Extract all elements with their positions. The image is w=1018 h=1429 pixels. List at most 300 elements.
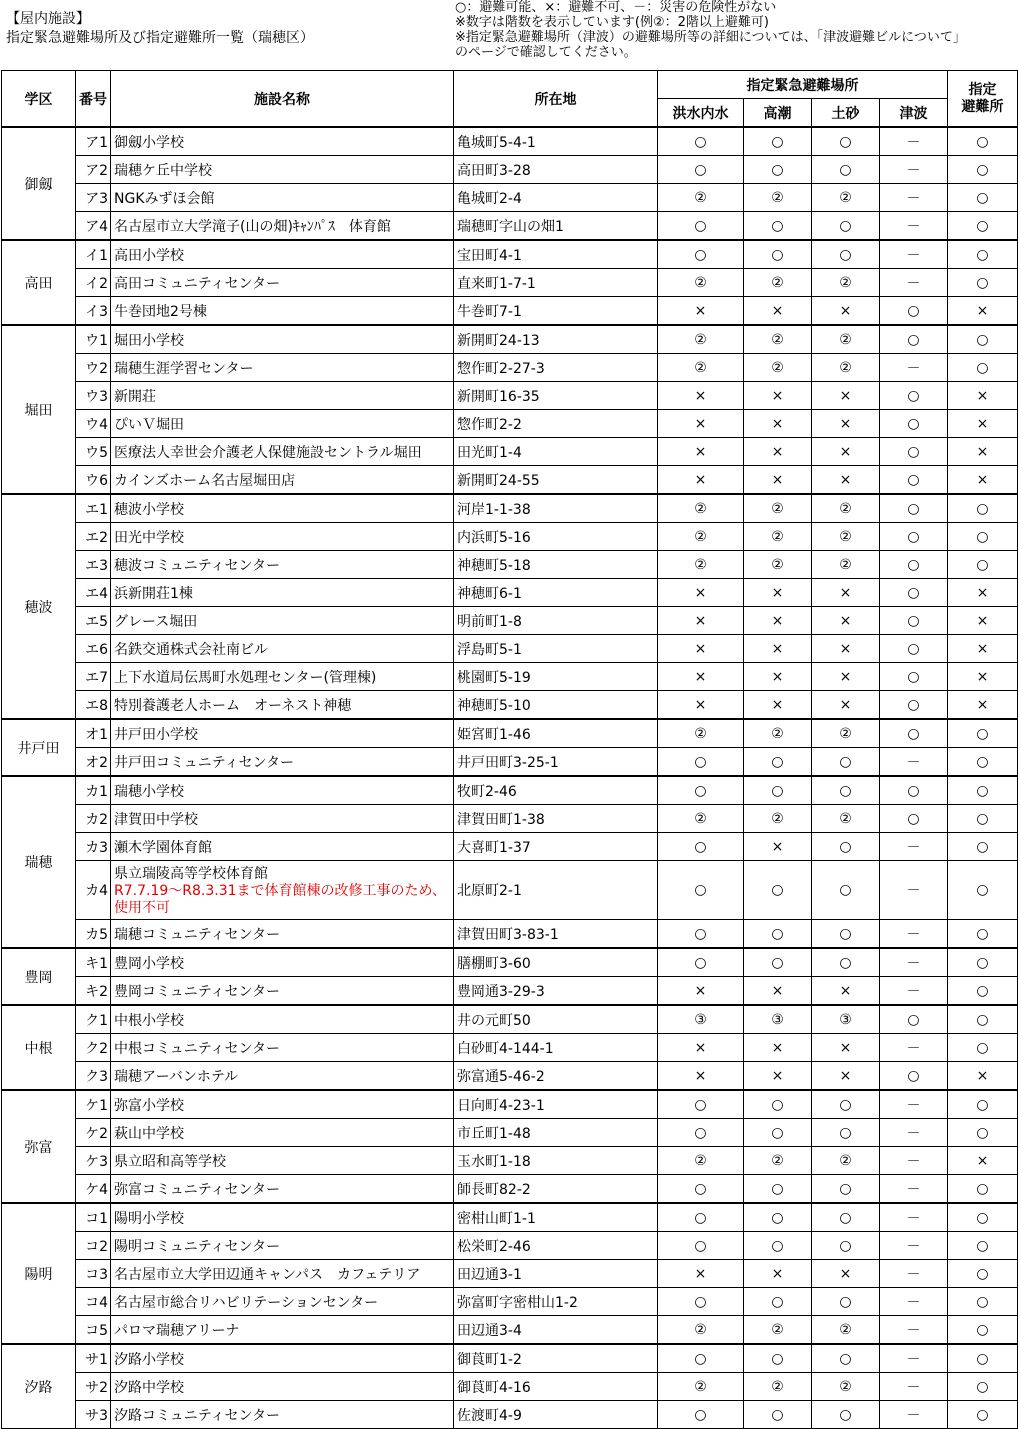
landslide-mark: ② — [812, 494, 880, 523]
shelter-mark: ○ — [948, 325, 1018, 354]
district-cell: 御劔 — [2, 127, 76, 240]
facility-name-cell: カインズホーム名古屋堀田店 — [111, 466, 454, 495]
header-address: 所在地 — [454, 71, 658, 128]
tsunami-mark: － — [880, 269, 948, 297]
shelter-mark: × — [948, 1147, 1018, 1175]
flood-mark: × — [658, 607, 744, 635]
tide-mark: ② — [744, 1373, 812, 1401]
facility-address: 惣作町2-2 — [454, 410, 658, 438]
landslide-mark: ○ — [812, 212, 880, 241]
flood-mark: ○ — [658, 1288, 744, 1316]
table-row — [2, 1203, 1018, 1232]
table-row — [2, 1175, 1018, 1204]
tsunami-mark: ○ — [880, 494, 948, 523]
table-row — [2, 1034, 1018, 1062]
table-row — [2, 494, 1018, 523]
facility-number: イ3 — [76, 297, 111, 326]
tsunami-mark: ○ — [880, 1005, 948, 1034]
tsunami-mark: ○ — [880, 719, 948, 748]
facility-name-cell: 瀬木学園体育館 — [111, 833, 454, 861]
tide-mark: ② — [744, 1147, 812, 1175]
tide-mark: ○ — [744, 1232, 812, 1260]
facility-name-cell: 名古屋市立大学田辺通キャンパス カフェテリア — [111, 1260, 454, 1288]
flood-mark: ○ — [658, 776, 744, 805]
flood-mark: ② — [658, 551, 744, 579]
shelter-mark: ○ — [948, 1034, 1018, 1062]
shelter-mark: ○ — [948, 1288, 1018, 1316]
facility-name-cell: パロマ瑞穂アリーナ — [111, 1316, 454, 1345]
tide-mark: ○ — [744, 920, 812, 949]
facility-number: カ2 — [76, 805, 111, 833]
shelter-mark: ○ — [948, 1119, 1018, 1147]
shelter-mark: ○ — [948, 1316, 1018, 1345]
facility-address: 瑞穂町字山の畑1 — [454, 212, 658, 241]
tide-mark: ② — [744, 354, 812, 382]
facility-name-cell: NGKみずほ会館 — [111, 184, 454, 212]
flood-mark: ○ — [658, 1401, 744, 1429]
landslide-mark: ○ — [812, 776, 880, 805]
landslide-mark: ② — [812, 805, 880, 833]
flood-mark: ○ — [658, 948, 744, 977]
facility-name-cell: 特別養護老人ホーム オーネスト神穂 — [111, 691, 454, 720]
legend-note: ※数字は階数を表示しています(例②：2階以上避難可) — [455, 15, 769, 30]
tide-mark: ○ — [744, 1090, 812, 1119]
landslide-mark: × — [812, 410, 880, 438]
tide-mark: × — [744, 438, 812, 466]
shelter-mark: × — [948, 410, 1018, 438]
landslide-mark: ② — [812, 269, 880, 297]
shelter-mark: ○ — [948, 719, 1018, 748]
shelter-mark: ○ — [948, 1005, 1018, 1034]
table-row — [2, 1373, 1018, 1401]
landslide-mark: ② — [812, 1316, 880, 1345]
tsunami-mark: － — [880, 212, 948, 241]
facility-number: ケ2 — [76, 1119, 111, 1147]
landslide-mark: × — [812, 382, 880, 410]
shelter-mark: × — [948, 635, 1018, 663]
tsunami-mark: ○ — [880, 579, 948, 607]
landslide-mark: ○ — [812, 1232, 880, 1260]
tsunami-mark: ○ — [880, 382, 948, 410]
tsunami-mark: － — [880, 1316, 948, 1345]
facility-address: 神穂町6-1 — [454, 579, 658, 607]
header-flood: 洪水内水 — [658, 99, 744, 128]
facility-address: 高田町3-28 — [454, 156, 658, 184]
landslide-mark: ○ — [812, 861, 880, 920]
flood-mark: × — [658, 635, 744, 663]
shelter-mark: ○ — [948, 269, 1018, 297]
facility-number: ウ1 — [76, 325, 111, 354]
landslide-mark: ② — [812, 184, 880, 212]
tide-mark: × — [744, 833, 812, 861]
facility-number: ケ3 — [76, 1147, 111, 1175]
landslide-mark: ○ — [812, 948, 880, 977]
facility-name-cell: 瑞穂アーバンホテル — [111, 1062, 454, 1091]
flood-mark: ② — [658, 184, 744, 212]
flood-mark: ② — [658, 354, 744, 382]
flood-mark: ② — [658, 1316, 744, 1345]
flood-mark: ○ — [658, 833, 744, 861]
tide-mark: × — [744, 691, 812, 720]
facility-address: 市丘町1-48 — [454, 1119, 658, 1147]
tsunami-mark: － — [880, 1119, 948, 1147]
table-row — [2, 438, 1018, 466]
tide-mark: ② — [744, 719, 812, 748]
facility-number: エ3 — [76, 551, 111, 579]
tide-mark: ○ — [744, 748, 812, 777]
facility-address: 師長町82-2 — [454, 1175, 658, 1204]
tide-mark: ○ — [744, 240, 812, 269]
flood-mark: × — [658, 977, 744, 1006]
landslide-mark: ○ — [812, 1401, 880, 1429]
table-row — [2, 1147, 1018, 1175]
tsunami-mark: － — [880, 1090, 948, 1119]
facility-address: 牛巻町7-1 — [454, 297, 658, 326]
table-row — [2, 212, 1018, 241]
table-row — [2, 861, 1018, 920]
tsunami-mark: ○ — [880, 776, 948, 805]
tsunami-mark: ○ — [880, 410, 948, 438]
facility-address: 桃園町5-19 — [454, 663, 658, 691]
tsunami-mark: － — [880, 354, 948, 382]
facility-name-cell: 新開荘 — [111, 382, 454, 410]
facility-name-cell: 御劔小学校 — [111, 127, 454, 156]
tsunami-mark: － — [880, 240, 948, 269]
tide-mark: ○ — [744, 1175, 812, 1204]
tide-mark: ○ — [744, 948, 812, 977]
facility-number: サ3 — [76, 1401, 111, 1429]
landslide-mark: ○ — [812, 1119, 880, 1147]
district-cell: 汐路 — [2, 1344, 76, 1429]
table-row — [2, 156, 1018, 184]
facility-number: エ6 — [76, 635, 111, 663]
tsunami-mark: ○ — [880, 1062, 948, 1091]
table-row — [2, 410, 1018, 438]
facility-address: 田辺通3-1 — [454, 1260, 658, 1288]
facility-name-cell: 穂波コミュニティセンター — [111, 551, 454, 579]
facility-address: 牧町2-46 — [454, 776, 658, 805]
tsunami-mark: － — [880, 977, 948, 1006]
tsunami-mark: ○ — [880, 607, 948, 635]
table-row — [2, 1316, 1018, 1345]
tide-mark: ○ — [744, 127, 812, 156]
flood-mark: ② — [658, 1147, 744, 1175]
tide-mark: ② — [744, 494, 812, 523]
tsunami-mark: － — [880, 920, 948, 949]
shelter-mark: ○ — [948, 240, 1018, 269]
landslide-mark: ② — [812, 354, 880, 382]
tide-mark: × — [744, 607, 812, 635]
tide-mark: ○ — [744, 1401, 812, 1429]
facility-address: 明前町1-8 — [454, 607, 658, 635]
table-row — [2, 748, 1018, 777]
landslide-mark: ○ — [812, 1090, 880, 1119]
facility-name-cell: 弥富小学校 — [111, 1090, 454, 1119]
facility-name-cell: 高田小学校 — [111, 240, 454, 269]
shelter-mark: ○ — [948, 1232, 1018, 1260]
facility-address: 神穂町5-10 — [454, 691, 658, 720]
shelter-mark: ○ — [948, 354, 1018, 382]
facility-address: 宝田町4-1 — [454, 240, 658, 269]
shelter-mark: ○ — [948, 1090, 1018, 1119]
tsunami-mark: － — [880, 748, 948, 777]
legend-note: ○：避難可能、×：避難不可、－：災害の危険性がない — [455, 0, 777, 15]
facility-number: ク3 — [76, 1062, 111, 1091]
facility-number: カ4 — [76, 861, 111, 920]
facility-number: オ1 — [76, 719, 111, 748]
landslide-mark: × — [812, 1034, 880, 1062]
facility-name: 県立瑞陵高等学校体育館 — [114, 866, 268, 882]
flood-mark: × — [658, 438, 744, 466]
tsunami-mark: － — [880, 1401, 948, 1429]
shelter-mark: ○ — [948, 1260, 1018, 1288]
shelter-mark: ○ — [948, 494, 1018, 523]
facility-number: コ3 — [76, 1260, 111, 1288]
shelter-mark: ○ — [948, 127, 1018, 156]
district-cell: 豊岡 — [2, 948, 76, 1005]
facility-number: サ2 — [76, 1373, 111, 1401]
district-cell: 弥富 — [2, 1090, 76, 1203]
district-cell: 瑞穂 — [2, 776, 76, 948]
landslide-mark: × — [812, 1260, 880, 1288]
header-landslide: 土砂 — [812, 99, 880, 128]
landslide-mark: ② — [812, 719, 880, 748]
table-row — [2, 127, 1018, 156]
tsunami-mark: － — [880, 1260, 948, 1288]
shelter-mark: ○ — [948, 551, 1018, 579]
flood-mark: ② — [658, 494, 744, 523]
facility-name-cell: 名古屋市総合リハビリテーションセンター — [111, 1288, 454, 1316]
landslide-mark: × — [812, 579, 880, 607]
shelter-mark: × — [948, 579, 1018, 607]
tide-mark: ○ — [744, 776, 812, 805]
facility-name-cell: 弥富コミュニティセンター — [111, 1175, 454, 1204]
page-header — [6, 10, 314, 48]
flood-mark: ○ — [658, 212, 744, 241]
tide-mark: × — [744, 1034, 812, 1062]
flood-mark: ○ — [658, 748, 744, 777]
flood-mark: ○ — [658, 127, 744, 156]
facility-name-cell: 浜新開荘1棟 — [111, 579, 454, 607]
facility-number: ク2 — [76, 1034, 111, 1062]
district-cell: 井戸田 — [2, 719, 76, 776]
facility-name-cell: 名古屋市立大学滝子(山の畑)ｷｬﾝﾊﾟｽ 体育館 — [111, 212, 454, 241]
header-tsunami: 津波 — [880, 99, 948, 128]
facility-address: 浮島町5-1 — [454, 635, 658, 663]
facility-name-cell: 中根小学校 — [111, 1005, 454, 1034]
table-row — [2, 1288, 1018, 1316]
tsunami-mark: － — [880, 1147, 948, 1175]
header-number: 番号 — [76, 71, 111, 128]
table-row — [2, 1090, 1018, 1119]
facility-address: 密柑山町1-1 — [454, 1203, 658, 1232]
facility-address: 弥富通5-46-2 — [454, 1062, 658, 1091]
shelter-mark: ○ — [948, 776, 1018, 805]
shelter-mark: ○ — [948, 748, 1018, 777]
shelter-mark: ○ — [948, 184, 1018, 212]
facility-name-cell — [111, 861, 454, 920]
facility-number: キ2 — [76, 977, 111, 1006]
district-cell: 陽明 — [2, 1203, 76, 1344]
tide-mark: ○ — [744, 1119, 812, 1147]
facility-address: 膳棚町3-60 — [454, 948, 658, 977]
table-row — [2, 1344, 1018, 1373]
header-name: 施設名称 — [111, 71, 454, 128]
flood-mark: ② — [658, 719, 744, 748]
facility-number: サ1 — [76, 1344, 111, 1373]
tsunami-mark: ○ — [880, 691, 948, 720]
table-row — [2, 977, 1018, 1006]
facility-number: コ1 — [76, 1203, 111, 1232]
shelter-mark: ○ — [948, 1373, 1018, 1401]
landslide-mark: ○ — [812, 1344, 880, 1373]
flood-mark: ○ — [658, 861, 744, 920]
tide-mark: ○ — [744, 156, 812, 184]
table-row — [2, 466, 1018, 495]
shelter-mark: ○ — [948, 1203, 1018, 1232]
facility-address: 御莨町1-2 — [454, 1344, 658, 1373]
facility-number: ケ1 — [76, 1090, 111, 1119]
facility-name-cell: 県立昭和高等学校 — [111, 1147, 454, 1175]
flood-mark: ② — [658, 805, 744, 833]
shelter-table — [1, 70, 1018, 1429]
tide-mark: × — [744, 1260, 812, 1288]
shelter-mark: ○ — [948, 977, 1018, 1006]
tsunami-mark: － — [880, 1203, 948, 1232]
landslide-mark: ○ — [812, 240, 880, 269]
closure-notice: R7.7.19～R8.3.31まで体育館棟の改修工事のため、使用不可 — [114, 883, 446, 916]
facility-address: 玉水町1-18 — [454, 1147, 658, 1175]
landslide-mark: × — [812, 635, 880, 663]
tsunami-mark: ○ — [880, 523, 948, 551]
facility-name-cell: 瑞穂ケ丘中学校 — [111, 156, 454, 184]
facility-number: ケ4 — [76, 1175, 111, 1204]
facility-number: ウ6 — [76, 466, 111, 495]
facility-name-cell: 名鉄交通株式会社南ビル — [111, 635, 454, 663]
tsunami-mark: － — [880, 156, 948, 184]
tide-mark: × — [744, 410, 812, 438]
landslide-mark: ○ — [812, 1203, 880, 1232]
flood-mark: × — [658, 1062, 744, 1091]
tsunami-mark: ○ — [880, 297, 948, 326]
facility-name-cell: 井戸田小学校 — [111, 719, 454, 748]
tide-mark: ○ — [744, 1344, 812, 1373]
flood-mark: ○ — [658, 1203, 744, 1232]
tide-mark: × — [744, 466, 812, 495]
table-row — [2, 579, 1018, 607]
table-row — [2, 184, 1018, 212]
facility-number: ク1 — [76, 1005, 111, 1034]
tide-mark: ② — [744, 805, 812, 833]
legend-note: のページで確認してください。 — [455, 45, 637, 60]
facility-address: 弥富町字密柑山1-2 — [454, 1288, 658, 1316]
facility-number: エ8 — [76, 691, 111, 720]
tide-mark: × — [744, 579, 812, 607]
shelter-mark: × — [948, 438, 1018, 466]
tsunami-mark: － — [880, 127, 948, 156]
facility-address: 佐渡町4-9 — [454, 1401, 658, 1429]
flood-mark: × — [658, 466, 744, 495]
facility-address: 河岸1-1-38 — [454, 494, 658, 523]
facility-address: 亀城町2-4 — [454, 184, 658, 212]
district-cell: 高田 — [2, 240, 76, 325]
facility-address: 新開町24-55 — [454, 466, 658, 495]
tide-mark: ○ — [744, 861, 812, 920]
table-row — [2, 240, 1018, 269]
landslide-mark: ② — [812, 1373, 880, 1401]
facility-number: オ2 — [76, 748, 111, 777]
shelter-mark: × — [948, 297, 1018, 326]
flood-mark: × — [658, 663, 744, 691]
tide-mark: × — [744, 297, 812, 326]
table-row — [2, 1260, 1018, 1288]
facility-number: エ7 — [76, 663, 111, 691]
flood-mark: ○ — [658, 920, 744, 949]
landslide-mark: ② — [812, 1147, 880, 1175]
shelter-mark: × — [948, 663, 1018, 691]
tsunami-mark: － — [880, 948, 948, 977]
landslide-mark: ○ — [812, 127, 880, 156]
header-shelter — [948, 71, 1018, 128]
flood-mark: ○ — [658, 1119, 744, 1147]
facility-address: 惣作町2-27-3 — [454, 354, 658, 382]
facility-number: カ3 — [76, 833, 111, 861]
facility-address: 津賀田町3-83-1 — [454, 920, 658, 949]
table-row — [2, 1062, 1018, 1091]
facility-name-cell: 豊岡コミュニティセンター — [111, 977, 454, 1006]
facility-name-cell: 萩山中学校 — [111, 1119, 454, 1147]
facility-name-cell: 陽明コミュニティセンター — [111, 1232, 454, 1260]
table-row — [2, 297, 1018, 326]
flood-mark: ② — [658, 523, 744, 551]
tsunami-mark: － — [880, 1288, 948, 1316]
landslide-mark: ○ — [812, 156, 880, 184]
facility-address: 内浜町5-16 — [454, 523, 658, 551]
shelter-mark: × — [948, 1062, 1018, 1091]
table-row — [2, 523, 1018, 551]
facility-number: エ4 — [76, 579, 111, 607]
landslide-mark: × — [812, 466, 880, 495]
tide-mark: ○ — [744, 212, 812, 241]
table-row — [2, 1232, 1018, 1260]
flood-mark: ○ — [658, 1232, 744, 1260]
facility-name-cell: 汐路中学校 — [111, 1373, 454, 1401]
flood-mark: × — [658, 1260, 744, 1288]
facility-name-cell: 汐路コミュニティセンター — [111, 1401, 454, 1429]
facility-name-cell: 豊岡小学校 — [111, 948, 454, 977]
shelter-mark: ○ — [948, 920, 1018, 949]
table-row — [2, 691, 1018, 720]
landslide-mark: × — [812, 297, 880, 326]
flood-mark: ○ — [658, 240, 744, 269]
flood-mark: × — [658, 382, 744, 410]
facility-address: 田光町1-4 — [454, 438, 658, 466]
shelter-mark: ○ — [948, 523, 1018, 551]
table-row — [2, 607, 1018, 635]
landslide-mark: ○ — [812, 1288, 880, 1316]
landslide-mark: × — [812, 691, 880, 720]
facility-address: 新開町16-35 — [454, 382, 658, 410]
shelter-mark: ○ — [948, 212, 1018, 241]
shelter-mark: ○ — [948, 1344, 1018, 1373]
tsunami-mark: － — [880, 184, 948, 212]
shelter-mark: ○ — [948, 1401, 1018, 1429]
tide-mark: × — [744, 1062, 812, 1091]
facility-address: 大喜町1-37 — [454, 833, 658, 861]
facility-number: ア2 — [76, 156, 111, 184]
facility-name-cell: グレース堀田 — [111, 607, 454, 635]
facility-number: ウ2 — [76, 354, 111, 382]
